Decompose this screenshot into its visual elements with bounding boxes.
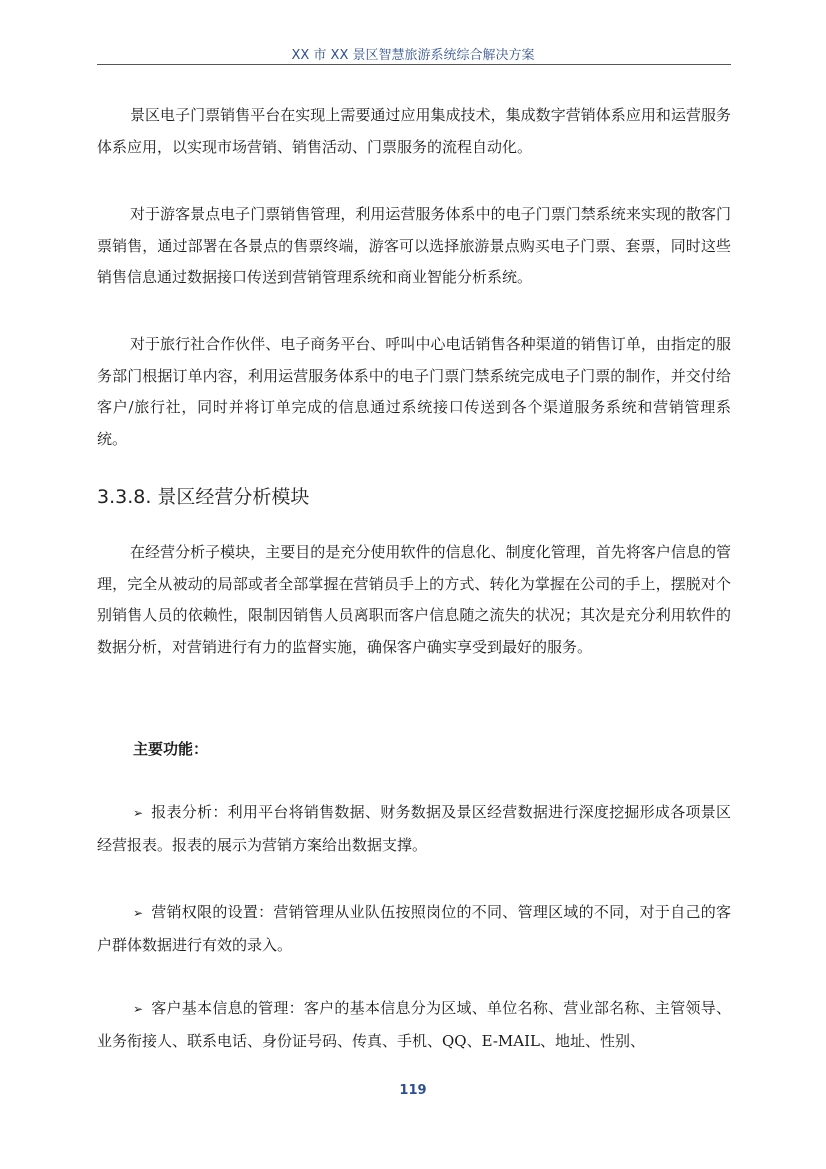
list-item-text: 报表分析：利用平台将销售数据、财务数据及景区经营数据进行深度挖掘形成各项景区经营报表。报表的展示为营销方案给出数据支撑。 bbox=[97, 803, 731, 854]
section-heading: 3.3.8. 景区经营分析模块 bbox=[97, 486, 310, 508]
header-title: XX 市 XX 景区智慧旅游系统综合解决方案 bbox=[291, 48, 535, 63]
header-divider bbox=[97, 64, 731, 65]
list-item-text: 营销权限的设置：营销管理从业队伍按照岗位的不同、管理区域的不同，对于自己的客户群体数据进行有效的录入。 bbox=[97, 903, 731, 954]
paragraph: 对于游客景点电子门票销售管理，利用运营服务体系中的电子门票门禁系统来实现的散客门票销售，通过部署在各景点的售票终端，游客可以选择旅游景点购买电子门票、套票，同时这些销售信息通过数据接口传送到营销管理系统和商业智能分析系统。 bbox=[97, 205, 731, 286]
list-item-text: 客户基本信息的管理：客户的基本信息分为区域、单位名称、营业部名称、主管领导、业务衔接人、联系电话、身份证号码、传真、手机、QQ、E-MAIL、地址、性别、 bbox=[97, 999, 731, 1050]
subheading: 主要功能： bbox=[133, 740, 209, 758]
list-item bbox=[97, 993, 731, 1057]
arrow-bullet-icon: ➢ bbox=[133, 906, 144, 920]
paragraph: 在经营分析子模块，主要目的是充分使用软件的信息化、制度化管理，首先将客户信息的管理，完全从被动的局部或者全部掌握在营销员手上的方式、转化为掌握在公司的手上，摆脱对个别销售人员的依赖性，限制因销售人员离职而客户信息随之流失的状况；其次是充分利用软件的数据分析，对营销进行有力的监督实施，确保客户确实享受到最好的服务。 bbox=[97, 543, 731, 656]
arrow-bullet-icon: ➢ bbox=[133, 806, 144, 820]
paragraph: 对于旅行社合作伙伴、电子商务平台、呼叫中心电话销售各种渠道的销售订单，由指定的服务部门根据订单内容，利用运营服务体系中的电子门票门禁系统完成电子门票的制作，并交付给客户/旅行社，同时并将订单完成的信息通过系统接口传送到各个渠道服务系统和营销管理系统。 bbox=[97, 335, 731, 448]
arrow-bullet-icon: ➢ bbox=[133, 1002, 144, 1016]
page-number: 119 bbox=[399, 1083, 427, 1098]
paragraph: 景区电子门票销售平台在实现上需要通过应用集成技术，集成数字营销体系应用和运营服务体系应用，以实现市场营销、销售活动、门票服务的流程自动化。 bbox=[97, 106, 731, 156]
list-item bbox=[97, 897, 731, 961]
list-item bbox=[97, 797, 731, 861]
